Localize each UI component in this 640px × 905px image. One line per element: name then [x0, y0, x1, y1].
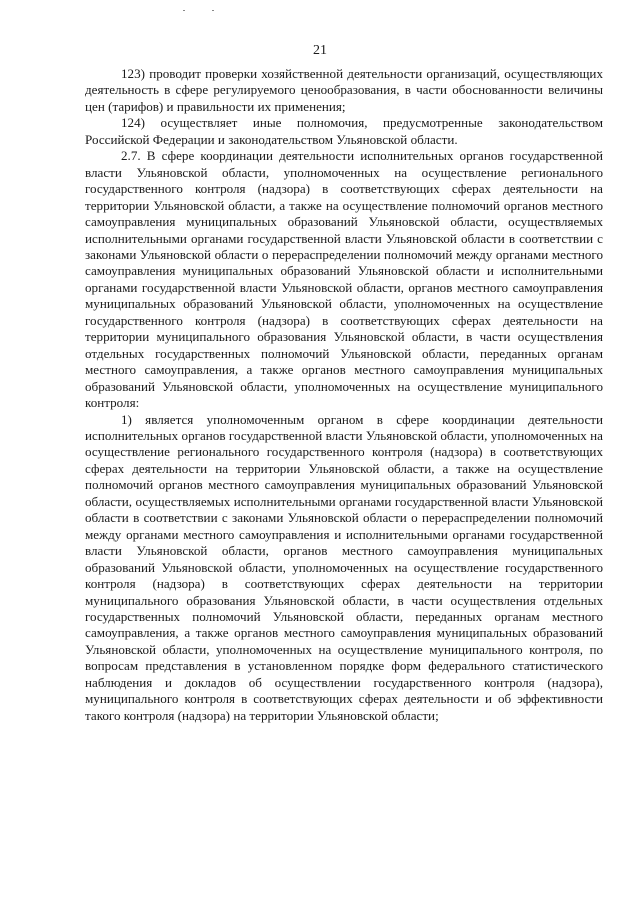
page-number: 21 — [313, 43, 327, 58]
paragraph-item-123: 123) проводит проверки хозяйственной деятельности организаций, осуществляющих деятельность в сфере регулируемого ценообразования, в части обоснованности величины цен (тарифов) и правильности их применения; — [85, 66, 603, 114]
scan-artifact — [183, 10, 185, 11]
scan-artifact — [212, 10, 214, 11]
paragraph-subitem-1: 1) является уполномоченным органом в сфере координации деятельности исполнительных органов государственной власти Ульяновской области, уполномоченных на осуществление регионального государственного контроля (надзора) в соответствующих сферах деятельности на территории Ульяновской области, а также на осуществление полномочий органов местного самоуправления муниципальных образований Ульяновской области, осуществляемых исполнительными органами государственной власти Ульяновской области в соответствии с законами Ульяновской области о перераспределении полномочий между органами местного самоуправления и исполнительными органами государственной власти Ульяновской области, органов местного самоуправления муниципальных образований Ульяновской области, уполномоченных на осуществление государственного контроля (надзора) в соответствующих сферах деятельности на территории муниципального образования Ульяновской области, в части осуществления отдельных государственных полномочий Ульяновской области, переданных органам местного самоуправления, а также органов местного самоуправления муниципальных образований Ульяновской области, уполномоченных на осуществление муниципального контроля, по вопросам представления в установленном порядке форм федерального статистического наблюдения и докладов об осуществлении государственного контроля (надзора), муниципального контроля в соответствующих сферах деятельности и об эффективности такого контроля (надзора) на территории Ульяновской области; — [85, 411, 603, 723]
paragraph-section-2-7: 2.7. В сфере координации деятельности исполнительных органов государственной власти Ульяновской области, уполномоченных на осуществление регионального государственного контроля (надзора) в соответствующих сферах деятельности на территории Ульяновской области, а также на осуществление полномочий органов местного самоуправления муниципальных образований Ульяновской области, осуществляемых исполнительными органами государственной власти Ульяновской области в соответствии с законами Ульяновской области о перераспределении полномочий между органами местного самоуправления муниципальных образований Ульяновской области и исполнительными органами государственной власти Ульяновской области, органов местного самоуправления муниципальных образований Ульяновской области, уполномоченных на осуществление государственного контроля (надзора) в соответствующих сферах деятельности на территории муниципального образования Ульяновской области, в части осуществления отдельных государственных полномочий Ульяновской области, переданных органам местного самоуправления, а также органов местного самоуправления муниципальных образований Ульяновской области, уполномоченных на осуществление муниципального контроля: — [85, 148, 603, 411]
document-body — [85, 66, 603, 724]
paragraph-item-124: 124) осуществляет иные полномочия, предусмотренные законодательством Российской Федерации и законодательством Ульяновской области. — [85, 115, 603, 147]
